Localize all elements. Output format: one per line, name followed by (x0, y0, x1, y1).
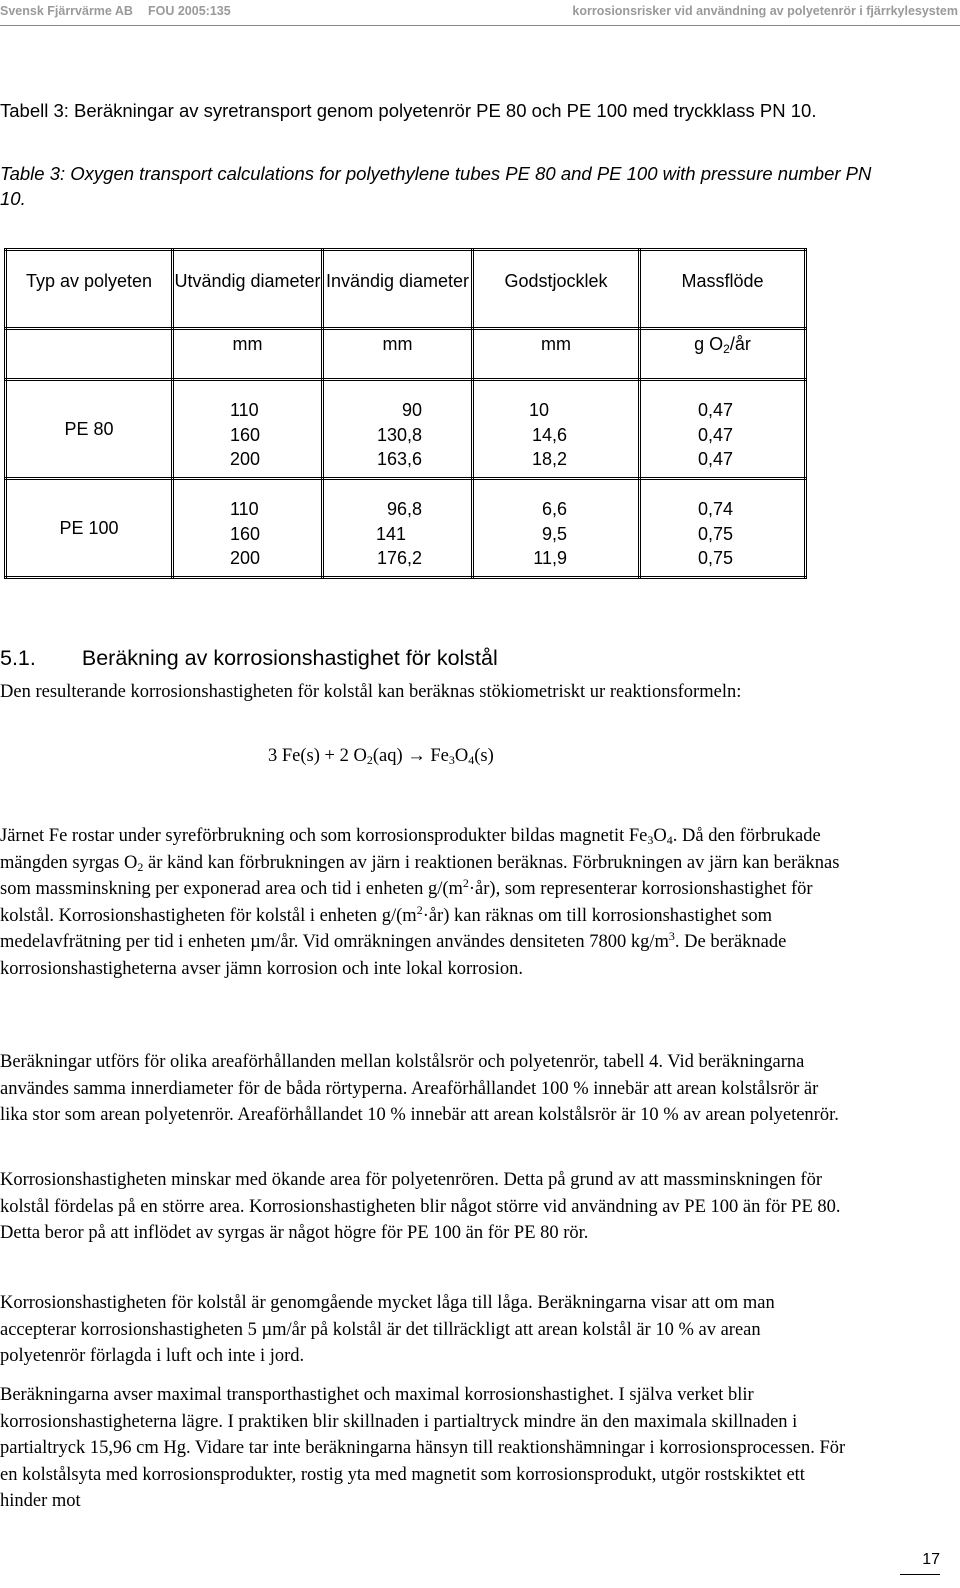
pipe-type-cell: PE 100 (6, 479, 173, 578)
table-header-row (6, 250, 806, 329)
inner-diameter-value: 176,2 (376, 548, 422, 568)
unit-cell-inner: mm (323, 329, 473, 380)
inner-diameter-value: 130,8 (376, 424, 422, 445)
wall-thickness-value: 9,5 (541, 523, 567, 544)
unit-cell-wall: mm (473, 329, 640, 380)
inner-diameter-value: 141 (376, 523, 407, 544)
wall-thickness-value: 11,9 (533, 548, 567, 568)
inner-diameter-value: 90 (401, 400, 422, 420)
mass-flow-value: 0,47 (698, 400, 734, 420)
outer-diameter-value: 200 (230, 548, 261, 568)
header-divider (0, 25, 960, 26)
section-title: Beräkning av korrosionshastighet för kolstål (81, 646, 498, 670)
paragraph-low-rates: Korrosionshastigheten för kolstål är genomgående mycket låga till låga. Beräkningarna visar att om man accepterar korrosionshastigheten 5 µm/år på kolstål är det tillräckligt att arean kolstål är 10 % av arean polyetenrör förlagda i luft och inte i jord. (0, 1293, 775, 1366)
header-cell-outer-diameter: Utvändig diameter (173, 250, 323, 329)
pipe-type-cell: PE 80 (6, 380, 173, 479)
mass-flow-value: 0,47 (698, 449, 734, 469)
table-row-pe100 (6, 479, 806, 578)
header-report-number: FOU 2005:135 (148, 4, 231, 18)
header-organization: Svensk Fjärrvärme AB (0, 4, 133, 18)
paragraph-corrosion-rate: Korrosionshastigheten minskar med ökande area för polyetenrören. Detta på grund av att massminskningen för kolstål fördelas på en större area. Korrosionshastigheten blir något större vid användning av PE 100 än för PE 80. Detta beror på att inflödet av syrgas är något högre för PE 100 än för PE 80 rör. (0, 1170, 841, 1243)
table-row-pe80 (6, 380, 806, 479)
wall-thickness-value: 18,2 (531, 449, 567, 469)
intro-paragraph: Den resulterande korrosionshastigheten för kolstål kan beräknas stökiometriskt ur reaktionsformeln: (0, 682, 742, 702)
table-caption-english: Table 3: Oxygen transport calculations for polyethylene tubes PE 80 and PE 100 with pressure number PN 10. (0, 163, 872, 209)
section-heading (0, 644, 498, 672)
mass-flow-value: 0,74 (698, 499, 734, 519)
wall-thickness-value: 10 (529, 400, 550, 420)
mass-flow-value: 0,47 (698, 424, 734, 445)
paragraph-max-rates: Beräkningarna avser maximal transporthastighet och maximal korrosionshastighet. I själva verket blir korrosionshastigheterna lägre. I praktiken blir skillnaden i partialtryck mindre än den maximala skillnaden i partialtryck 15,96 cm Hg. Vidare tar inte beräkningarna hänsyn till reaktionshämningar i korrosionsprocessen. För en kolstålsyta med korrosionsprodukter, rostig yta med magnetit som korrosionsprodukt, utgör rostskiktet ett hinder mot (0, 1385, 846, 1511)
outer-diameter-value: 160 (230, 424, 261, 445)
paragraph-magnetite: Järnet Fe rostar under syreförbrukning och som korrosionsprodukter bildas magnetit $Fe_3O_4$. Då den förbrukade mängden syrgas $O_2$ är känd kan förbrukningen av järn i reaktionen beräknas. Förbrukningen av järn kan beräknas som massminskning per exponerad area och tid i enheten $g/(m^2\cdot år)$, som representerar korrosionshastighet för kolstål. Korrosionshastigheten för kolstål i enheten $g/(m^2\cdot år)$ kan räknas om till korrosionshastighet som medelavfrätning per tid i enheten µm/år. Vid omräkningen användes densiteten 7800 $kg/m^3$. De beräknade korrosionshastigheterna avser jämn korrosion och inte lokal korrosion. (0, 826, 840, 979)
oxygen-transport-table (4, 248, 807, 579)
unit-cell-mass-flow: g $O_2/år$ (640, 329, 806, 380)
unit-cell-outer: mm (173, 329, 323, 380)
unit-cell-type (6, 329, 173, 380)
reaction-formula: 3 Fe(s) + 2 $O_2(aq) \to Fe_3O_4(s)$ (268, 746, 494, 767)
inner-diameter-value: 96,8 (386, 499, 422, 519)
section-number: 5.1. (0, 646, 36, 670)
outer-diameter-value: 110 (230, 499, 259, 519)
outer-diameter-value: 110 (230, 400, 259, 420)
paragraph-area-ratio: Beräkningar utförs för olika areaförhållanden mellan kolstålsrör och polyetenrör, tabell 4. Vid beräkningarna användes samma innerdiameter för de båda rörtyperna. Areaförhållandet 100 % innebär att arean kolstålsrör är lika stor som arean polyetenrör. Areaförhållandet 10 % innebär att arean kolstålsrör är 10 % av arean polyetenrör. (0, 1052, 839, 1125)
outer-diameter-value: 200 (230, 449, 261, 469)
table-caption-swedish: Tabell 3: Beräkningar av syretransport genom polyetenrör PE 80 och PE 100 med tryckklass PN 10. (0, 100, 817, 121)
header-document-title: korrosionsrisker vid användning av polyetenrör i fjärrkylesystem (572, 4, 958, 18)
wall-thickness-value: 14,6 (531, 424, 567, 445)
header-cell-mass-flow: Massflöde (640, 250, 806, 329)
header-cell-inner-diameter: Invändig diameter (323, 250, 473, 329)
page-number: 17 (922, 1551, 940, 1568)
header-cell-type: Typ av polyeten (6, 250, 173, 329)
inner-diameter-value: 163,6 (376, 449, 422, 469)
table-unit-row (6, 329, 806, 380)
mass-flow-value: 0,75 (698, 523, 734, 544)
mass-flow-value: 0,75 (698, 548, 734, 568)
page-number-rule (900, 1574, 940, 1575)
page-header (0, 0, 960, 26)
outer-diameter-value: 160 (230, 523, 261, 544)
header-cell-wall-thickness: Godstjocklek (473, 250, 640, 329)
wall-thickness-value: 6,6 (541, 499, 567, 519)
